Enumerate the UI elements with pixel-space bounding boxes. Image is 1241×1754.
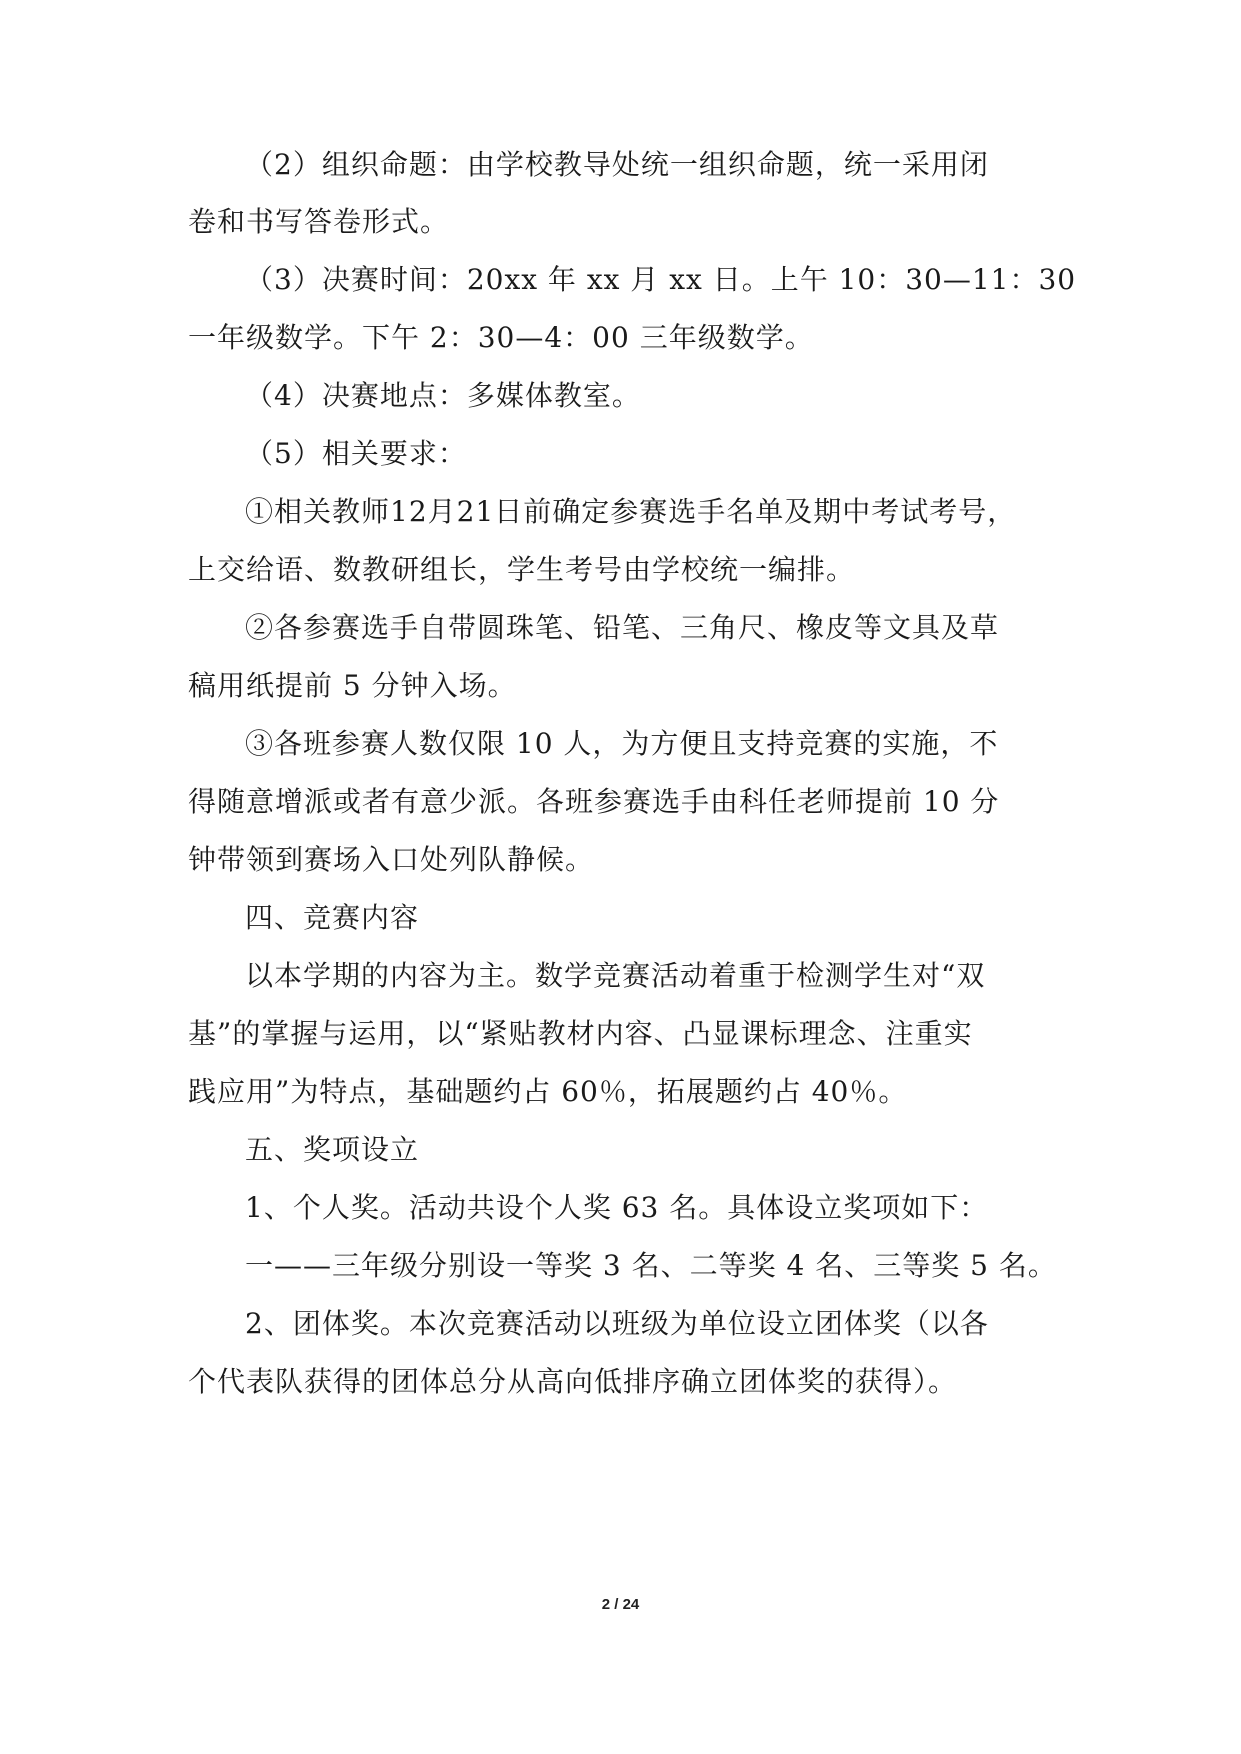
paragraph-line: （4）决赛地点：多媒体教室。 (245, 379, 641, 412)
paragraph-line: 2、团体奖。本次竞赛活动以班级为单位设立团体奖（以各 (245, 1307, 989, 1340)
paragraph-line: 1、个人奖。活动共设个人奖 63 名。具体设立奖项如下： (245, 1191, 989, 1224)
paragraph-line: 卷和书写答卷形式。 (188, 205, 450, 238)
paragraph-line: ①相关教师12月21日前确定参赛选手名单及期中考试考号， (245, 495, 1017, 528)
paragraph-line: （3）决赛时间：20xx 年 xx 月 xx 日。上午 10：30—11：30 (245, 263, 1077, 296)
paragraph-line: 一年级数学。下午 2：30—4：00 三年级数学。 (188, 321, 814, 354)
paragraph-line: 践应用”为特点，基础题约占 60％，拓展题约占 40％。 (188, 1075, 908, 1108)
paragraph-line: 得随意增派或者有意少派。各班参赛选手由科任老师提前 10 分 (188, 785, 1000, 818)
paragraph-line: 基”的掌握与运用，以“紧贴教材内容、凸显课标理念、注重实 (188, 1017, 973, 1050)
paragraph-line: 个代表队获得的团体总分从高向低排序确立团体奖的获得）。 (188, 1365, 958, 1398)
paragraph-line: ③各班参赛人数仅限 10 人，为方便且支持竞赛的实施，不 (245, 727, 999, 760)
paragraph-line: 钟带领到赛场入口处列队静候。 (188, 843, 595, 876)
section-heading: 五、奖项设立 (245, 1133, 420, 1166)
paragraph-line: 上交给语、数教研组长，学生考号由学校统一编排。 (188, 553, 856, 586)
paragraph-line: 稿用纸提前 5 分钟入场。 (188, 669, 517, 702)
paragraph-line: 一——三年级分别设一等奖 3 名、二等奖 4 名、三等奖 5 名。 (245, 1249, 1057, 1282)
paragraph-line: ②各参赛选手自带圆珠笔、铅笔、三角尺、橡皮等文具及草 (245, 611, 1000, 644)
paragraph-line: （2）组织命题：由学校教导处统一组织命题，统一采用闭 (245, 148, 989, 181)
paragraph-line: 以本学期的内容为主。数学竞赛活动着重于检测学生对“双 (245, 959, 986, 992)
paragraph-line: （5）相关要求： (245, 437, 467, 470)
section-heading: 四、竞赛内容 (245, 901, 420, 934)
page-number: 2 / 24 (601, 1596, 640, 1613)
